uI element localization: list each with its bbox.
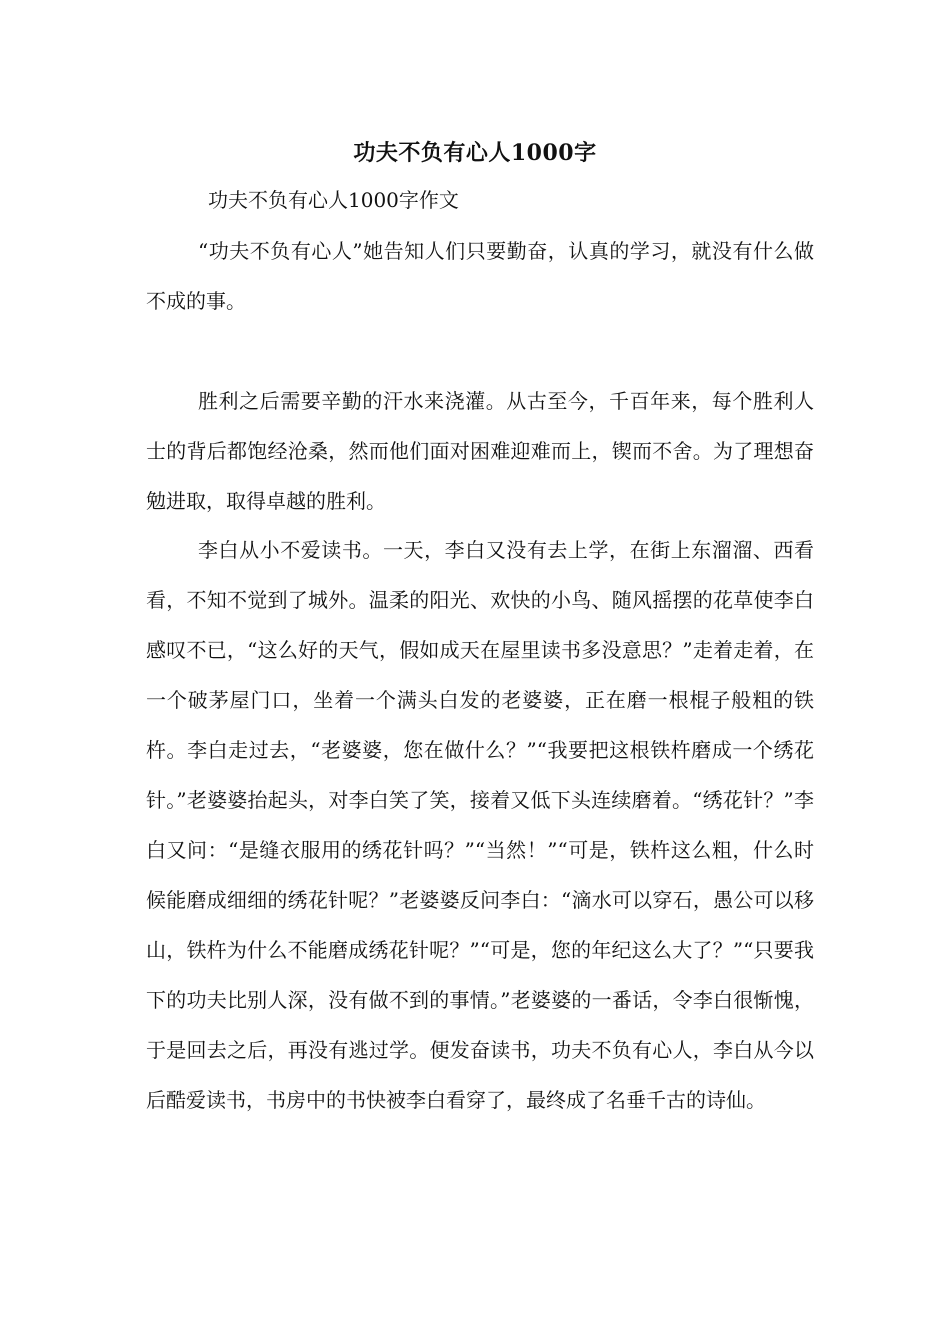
- paragraph-victory: 胜利之后需要辛勤的汗水来浇灌。从古至今，千百年来，每个胜利人士的背后都饱经沧桑，然而他们面对困难迎难而上，锲而不舍。为了理想奋勉进取，取得卓越的胜利。: [146, 389, 814, 513]
- document-title: 功夫不负有心人1000字: [353, 140, 597, 166]
- paragraph-li-bai-story: 李白从小不爱读书。一天，李白又没有去上学，在街上东溜溜、西看看，不知不觉到了城外。温柔的阳光、欢快的小鸟、随风摇摆的花草使李白感叹不已，“这么好的天气，假如成天在屋里读书多没意思？”走着走着，在一个破茅屋门口，坐着一个满头白发的老婆婆，正在磨一根棍子般粗的铁杵。李白走过去，“老婆婆，您在做什么？”“我要把这根铁杵磨成一个绣花针。”老婆婆抬起头，对李白笑了笑，接着又低下头连续磨着。“绣花针？”李白又问：“是缝衣服用的绣花针吗？”“当然！”“可是，铁杵这么粗，什么时候能磨成细细的绣花针呢？”老婆婆反问李白：“滴水可以穿石，愚公可以移山，铁杵为什么不能磨成绣花针呢？”“可是，您的年纪这么大了？”“只要我下的功夫比别人深，没有做不到的事情。”老婆婆的一番话，令李白很惭愧，于是回去之后，再没有逃过学。便发奋读书，功夫不负有心人，李白从今以后酷爱读书，书房中的书快被李白看穿了，最终成了名垂千古的诗仙。: [146, 538, 814, 1112]
- document-subtitle: 功夫不负有心人1000字作文: [208, 188, 459, 212]
- paragraph-intro: “功夫不负有心人”她告知人们只要勤奋，认真的学习，就没有什么做不成的事。: [146, 239, 814, 313]
